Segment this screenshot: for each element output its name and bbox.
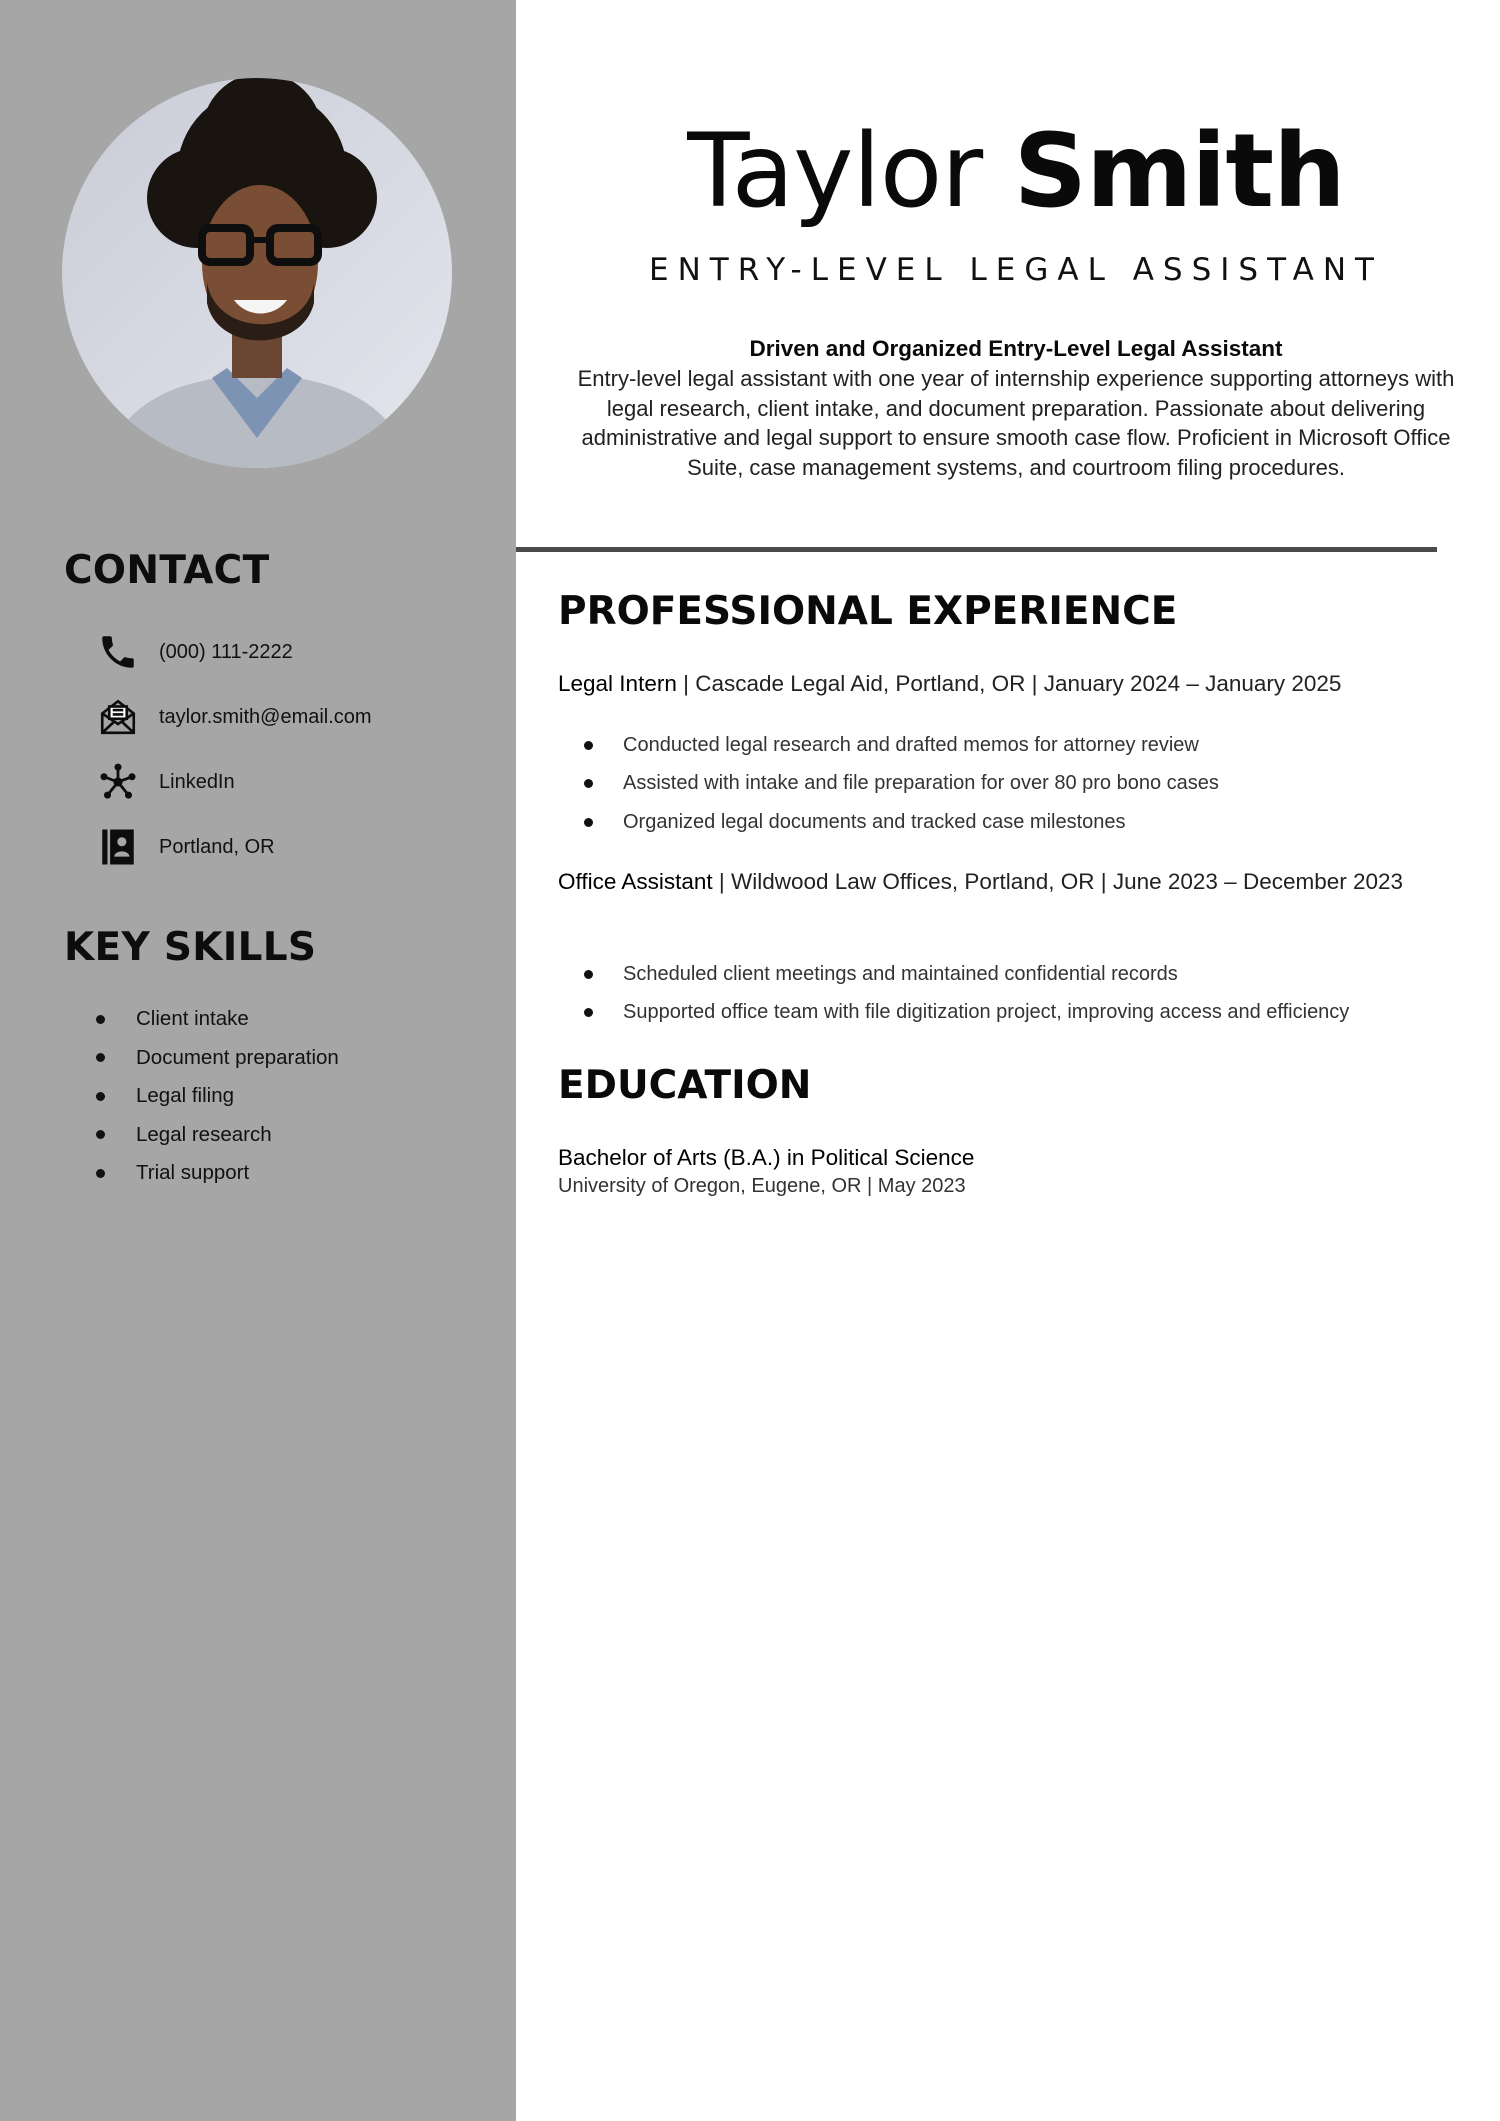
degree: Bachelor of Arts (B.A.) in Political Science bbox=[558, 1145, 975, 1170]
skill-label: Client intake bbox=[136, 1007, 249, 1031]
first-name: Taylor bbox=[687, 112, 983, 231]
location-text: Portland, OR bbox=[159, 835, 275, 858]
list-item bbox=[584, 994, 1349, 1033]
job-details: | Cascade Legal Aid, Portland, OR | January 2024 – January 2025 bbox=[676, 671, 1342, 696]
contact-location bbox=[96, 823, 275, 871]
list-item bbox=[584, 803, 1219, 842]
list-item bbox=[584, 765, 1219, 804]
job-title-line bbox=[558, 867, 1438, 897]
bullet-icon bbox=[96, 1092, 105, 1101]
phone-text[interactable]: (000) 111-2222 bbox=[159, 640, 293, 663]
list-item bbox=[584, 726, 1219, 765]
job-role: Office Assistant bbox=[558, 869, 713, 894]
school: University of Oregon, Eugene, OR | May 2023 bbox=[558, 1175, 966, 1197]
job-details: | Wildwood Law Offices, Portland, OR | June 2023 – December 2023 bbox=[712, 869, 1404, 894]
contact-email bbox=[96, 693, 372, 741]
bullet-text: Organized legal documents and tracked case milestones bbox=[623, 810, 1126, 833]
job-bullets bbox=[584, 955, 1349, 1032]
bullet-icon bbox=[96, 1169, 105, 1178]
job-title: ENTRY-LEVEL LEGAL ASSISTANT bbox=[649, 252, 1383, 288]
skills-list bbox=[96, 1000, 339, 1193]
phone-icon bbox=[96, 630, 140, 674]
candidate-name bbox=[516, 112, 1500, 231]
bullet-icon bbox=[584, 741, 593, 750]
job-title-line bbox=[558, 669, 1438, 699]
skill-item bbox=[96, 1077, 339, 1116]
job-bullets bbox=[584, 726, 1219, 842]
bullet-icon bbox=[96, 1130, 105, 1139]
skill-item bbox=[96, 1154, 339, 1193]
linkedin-text[interactable]: LinkedIn bbox=[159, 770, 235, 793]
bullet-text: Conducted legal research and drafted memos for attorney review bbox=[623, 733, 1199, 756]
bullet-icon bbox=[96, 1015, 105, 1024]
email-text[interactable]: taylor.smith@email.com bbox=[159, 705, 372, 728]
summary-text: Entry-level legal assistant with one year of internship experience supporting attorneys with legal research, client intake, and document preparation. Passionate about delivering administrative and legal support to ensure smooth case flow. Proficient in Microsoft Office Suite, case management systems, and courtroom filing procedures. bbox=[577, 366, 1455, 480]
summary-heading: Driven and Organized Entry-Level Legal Assistant bbox=[749, 336, 1283, 361]
section-divider bbox=[516, 547, 1437, 552]
bullet-icon bbox=[584, 1008, 593, 1017]
list-item bbox=[584, 955, 1349, 994]
main-content bbox=[516, 0, 1500, 2121]
bullet-text: Scheduled client meetings and maintained confidential records bbox=[623, 962, 1178, 985]
bullet-icon bbox=[96, 1053, 105, 1062]
address-book-icon bbox=[96, 825, 140, 869]
experience-heading: PROFESSIONAL EXPERIENCE bbox=[558, 589, 1178, 634]
contact-phone bbox=[96, 628, 293, 676]
bullet-icon bbox=[584, 779, 593, 788]
job-role: Legal Intern bbox=[558, 671, 677, 696]
sidebar bbox=[0, 0, 516, 2121]
skill-item bbox=[96, 1039, 339, 1078]
skill-label: Trial support bbox=[136, 1161, 250, 1185]
bullet-text: Assisted with intake and file preparation for over 80 pro bono cases bbox=[623, 772, 1219, 795]
skill-item bbox=[96, 1116, 339, 1155]
network-icon bbox=[96, 760, 140, 804]
contact-linkedin bbox=[96, 758, 235, 806]
profile-photo bbox=[62, 78, 452, 468]
skill-label: Legal research bbox=[136, 1122, 272, 1146]
skills-heading: KEY SKILLS bbox=[64, 925, 317, 970]
contact-heading: CONTACT bbox=[64, 548, 270, 593]
education-heading: EDUCATION bbox=[558, 1063, 812, 1108]
skill-label: Document preparation bbox=[136, 1045, 339, 1069]
bullet-icon bbox=[584, 818, 593, 827]
email-icon bbox=[96, 695, 140, 739]
bullet-icon bbox=[584, 970, 593, 979]
bullet-text: Supported office team with file digitization project, improving access and efficiency bbox=[623, 1001, 1350, 1024]
skill-label: Legal filing bbox=[136, 1084, 235, 1108]
last-name: Smith bbox=[1013, 112, 1345, 231]
skill-item bbox=[96, 1000, 339, 1039]
